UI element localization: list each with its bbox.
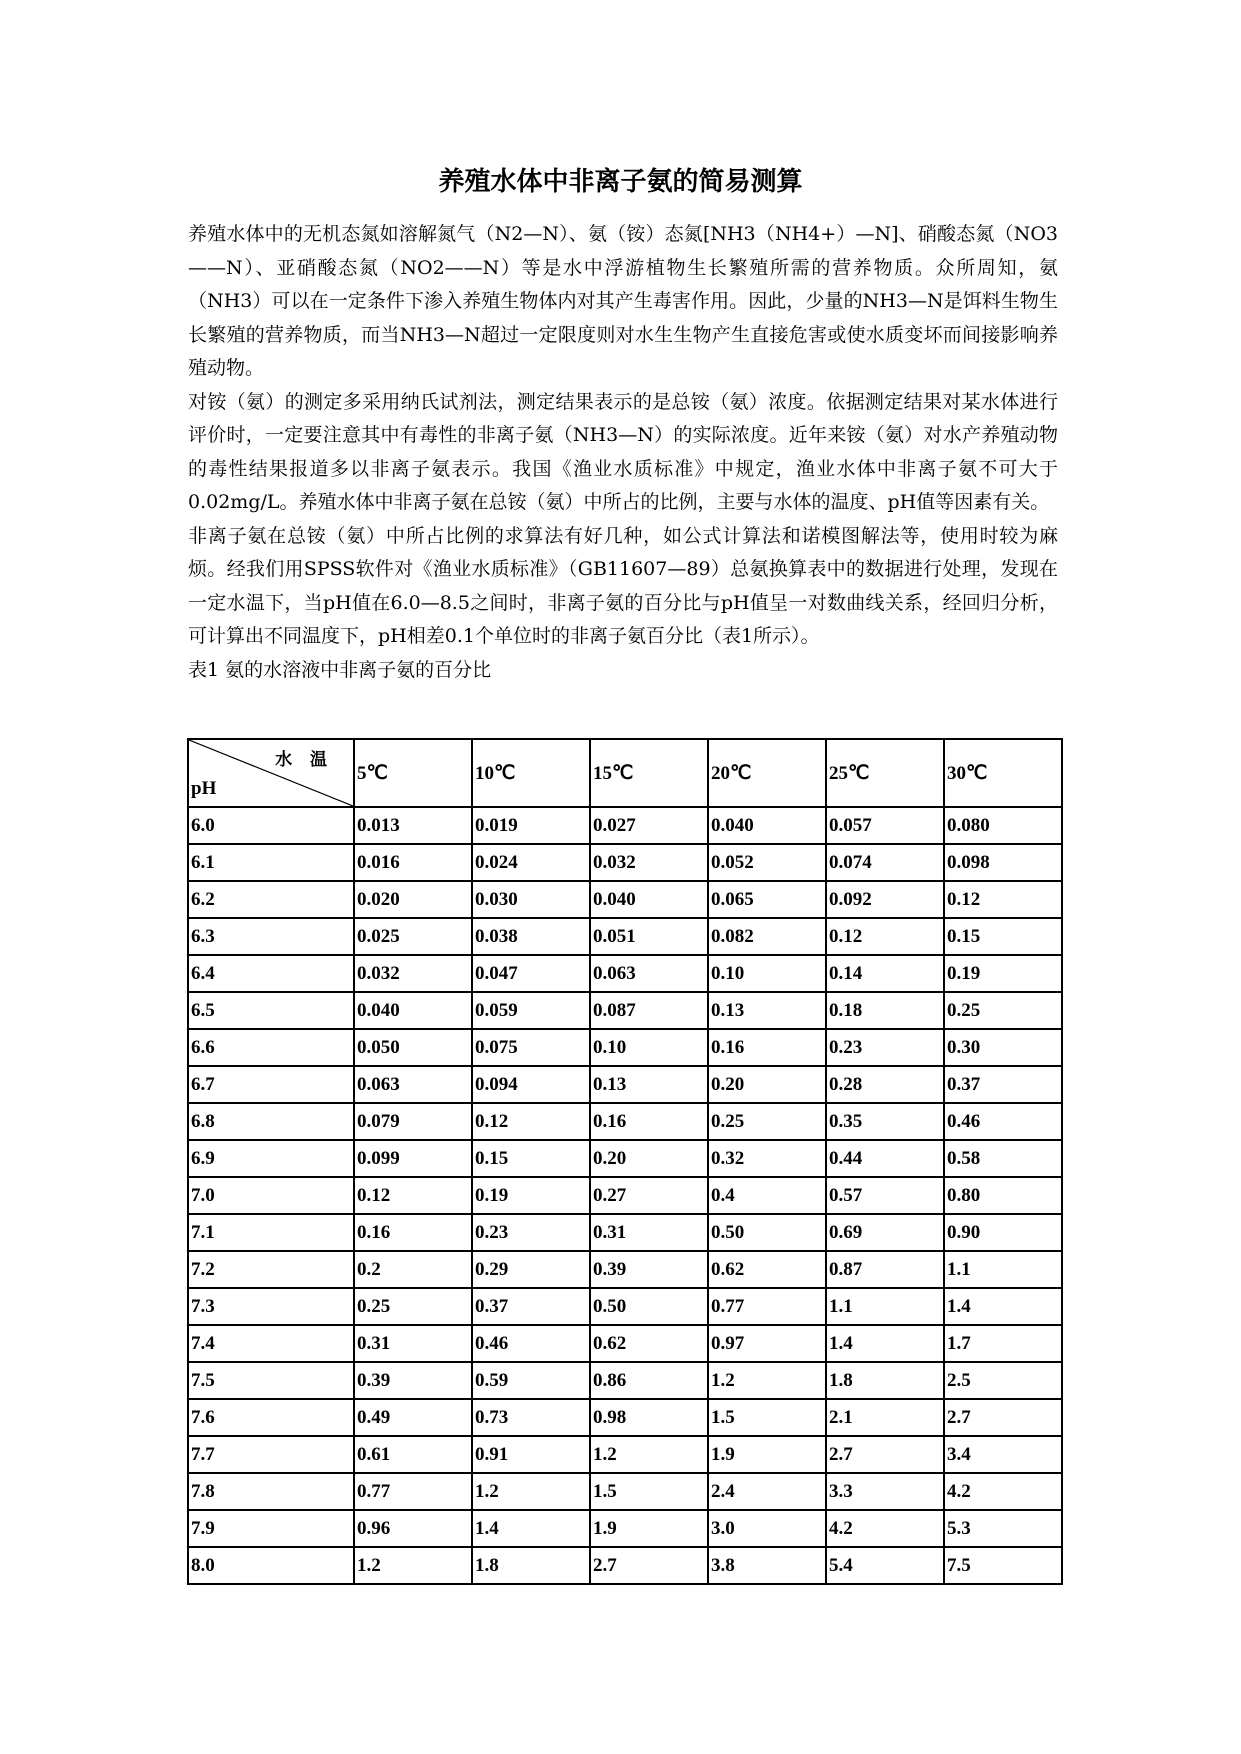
- table-row: [188, 955, 1062, 992]
- percentage-cell: 0.19: [472, 1177, 590, 1214]
- percentage-cell: 0.087: [590, 992, 708, 1029]
- ph-value-cell: 7.2: [188, 1251, 354, 1288]
- percentage-cell: 0.25: [354, 1288, 472, 1325]
- percentage-cell: 0.16: [708, 1029, 826, 1066]
- percentage-cell: 0.49: [354, 1399, 472, 1436]
- percentage-cell: 0.91: [472, 1436, 590, 1473]
- ph-value-cell: 7.6: [188, 1399, 354, 1436]
- percentage-cell: 0.075: [472, 1029, 590, 1066]
- percentage-cell: 3.4: [944, 1436, 1062, 1473]
- percentage-cell: 0.28: [826, 1066, 944, 1103]
- percentage-cell: 0.23: [472, 1214, 590, 1251]
- percentage-cell: 0.13: [708, 992, 826, 1029]
- percentage-cell: 0.59: [472, 1362, 590, 1399]
- ph-value-cell: 7.8: [188, 1473, 354, 1510]
- percentage-cell: 2.4: [708, 1473, 826, 1510]
- percentage-cell: 0.016: [354, 844, 472, 881]
- percentage-cell: 0.69: [826, 1214, 944, 1251]
- percentage-cell: 0.14: [826, 955, 944, 992]
- percentage-cell: 0.025: [354, 918, 472, 955]
- percentage-cell: 0.4: [708, 1177, 826, 1214]
- percentage-cell: 0.019: [472, 807, 590, 844]
- percentage-cell: 1.2: [708, 1362, 826, 1399]
- percentage-cell: 0.027: [590, 807, 708, 844]
- water-temperature-label: 水 温: [275, 750, 333, 770]
- percentage-cell: 0.23: [826, 1029, 944, 1066]
- percentage-cell: 2.7: [590, 1547, 708, 1584]
- temperature-header: 15℃: [590, 739, 708, 807]
- document-body: [188, 218, 1058, 687]
- ph-value-cell: 7.3: [188, 1288, 354, 1325]
- paragraph-method: 非离子氨在总铵（氨）中所占比例的求算法有好几种，如公式计算法和诺模图解法等，使用时较为麻烦。经我们用SPSS软件对《渔业水质标准》（GB11607—89）总氨换算表中的数据进行处理，发现在一定水温下，当pH值在6.0—8.5之间时，非离子氨的百分比与pH值呈一对数曲线关系，经回归分析，可计算出不同温度下，pH相差0.1个单位时的非离子氨百分比（表1所示）。: [188, 524, 1058, 647]
- percentage-cell: 0.16: [590, 1103, 708, 1140]
- table-row: [188, 1066, 1062, 1103]
- percentage-cell: 0.39: [590, 1251, 708, 1288]
- percentage-cell: 0.77: [708, 1288, 826, 1325]
- percentage-cell: 0.099: [354, 1140, 472, 1177]
- table-row: [188, 1362, 1062, 1399]
- table-row: [188, 1473, 1062, 1510]
- percentage-cell: 0.065: [708, 881, 826, 918]
- percentage-cell: 0.97: [708, 1325, 826, 1362]
- percentage-cell: 0.46: [944, 1103, 1062, 1140]
- percentage-cell: 0.038: [472, 918, 590, 955]
- table-row: [188, 1399, 1062, 1436]
- table-corner-cell: [188, 739, 354, 807]
- percentage-cell: 0.024: [472, 844, 590, 881]
- ph-value-cell: 6.6: [188, 1029, 354, 1066]
- ph-value-cell: 6.4: [188, 955, 354, 992]
- percentage-cell: 0.092: [826, 881, 944, 918]
- percentage-cell: 1.9: [590, 1510, 708, 1547]
- percentage-cell: 0.32: [708, 1140, 826, 1177]
- percentage-cell: 1.4: [944, 1288, 1062, 1325]
- percentage-cell: 0.27: [590, 1177, 708, 1214]
- table-row: [188, 1510, 1062, 1547]
- percentage-cell: 3.3: [826, 1473, 944, 1510]
- percentage-cell: 5.3: [944, 1510, 1062, 1547]
- percentage-cell: 0.25: [708, 1103, 826, 1140]
- table-row: [188, 992, 1062, 1029]
- percentage-cell: 0.50: [708, 1214, 826, 1251]
- percentage-cell: 0.032: [590, 844, 708, 881]
- percentage-cell: 2.7: [944, 1399, 1062, 1436]
- percentage-cell: 0.051: [590, 918, 708, 955]
- percentage-cell: 0.62: [590, 1325, 708, 1362]
- ph-value-cell: 7.4: [188, 1325, 354, 1362]
- percentage-cell: 1.4: [826, 1325, 944, 1362]
- table-caption: 表1 氨的水溶液中非离子氨的百分比: [188, 658, 492, 681]
- percentage-cell: 0.040: [590, 881, 708, 918]
- temperature-header: 25℃: [826, 739, 944, 807]
- percentage-cell: 0.80: [944, 1177, 1062, 1214]
- percentage-cell: 0.35: [826, 1103, 944, 1140]
- percentage-cell: 0.040: [708, 807, 826, 844]
- percentage-cell: 0.86: [590, 1362, 708, 1399]
- ph-value-cell: 6.9: [188, 1140, 354, 1177]
- table-row: [188, 1288, 1062, 1325]
- percentage-cell: 0.057: [826, 807, 944, 844]
- percentage-cell: 0.040: [354, 992, 472, 1029]
- percentage-cell: 1.8: [472, 1547, 590, 1584]
- percentage-cell: 0.87: [826, 1251, 944, 1288]
- percentage-cell: 0.030: [472, 881, 590, 918]
- percentage-cell: 0.074: [826, 844, 944, 881]
- ph-value-cell: 6.8: [188, 1103, 354, 1140]
- table-row: [188, 1140, 1062, 1177]
- temperature-header: 10℃: [472, 739, 590, 807]
- table-row: [188, 1251, 1062, 1288]
- percentage-cell: 1.5: [708, 1399, 826, 1436]
- percentage-cell: 0.90: [944, 1214, 1062, 1251]
- percentage-cell: 1.2: [354, 1547, 472, 1584]
- document-title: 养殖水体中非离子氨的简易测算: [438, 167, 803, 197]
- ph-value-cell: 7.1: [188, 1214, 354, 1251]
- percentage-cell: 0.052: [708, 844, 826, 881]
- percentage-cell: 1.8: [826, 1362, 944, 1399]
- percentage-cell: 1.2: [590, 1436, 708, 1473]
- percentage-cell: 0.46: [472, 1325, 590, 1362]
- percentage-cell: 0.44: [826, 1140, 944, 1177]
- ph-value-cell: 6.1: [188, 844, 354, 881]
- percentage-cell: 0.25: [944, 992, 1062, 1029]
- percentage-cell: 0.098: [944, 844, 1062, 881]
- percentage-cell: 0.094: [472, 1066, 590, 1103]
- percentage-cell: 3.8: [708, 1547, 826, 1584]
- percentage-cell: 0.61: [354, 1436, 472, 1473]
- temperature-header: 5℃: [354, 739, 472, 807]
- table-row: [188, 1029, 1062, 1066]
- percentage-cell: 0.15: [944, 918, 1062, 955]
- percentage-cell: 3.0: [708, 1510, 826, 1547]
- ph-value-cell: 8.0: [188, 1547, 354, 1584]
- table-row: [188, 1325, 1062, 1362]
- percentage-cell: 7.5: [944, 1547, 1062, 1584]
- percentage-cell: 0.58: [944, 1140, 1062, 1177]
- percentage-cell: 0.98: [590, 1399, 708, 1436]
- percentage-cell: 0.31: [590, 1214, 708, 1251]
- percentage-cell: 2.7: [826, 1436, 944, 1473]
- percentage-cell: 0.12: [354, 1177, 472, 1214]
- percentage-cell: 1.4: [472, 1510, 590, 1547]
- percentage-cell: 0.050: [354, 1029, 472, 1066]
- percentage-cell: 0.15: [472, 1140, 590, 1177]
- table-row: [188, 1103, 1062, 1140]
- temperature-header: 20℃: [708, 739, 826, 807]
- table-row: [188, 1177, 1062, 1214]
- percentage-cell: 4.2: [944, 1473, 1062, 1510]
- percentage-cell: 0.18: [826, 992, 944, 1029]
- table-header-row: [188, 739, 1062, 807]
- table-body: [188, 807, 1062, 1584]
- table-row: [188, 918, 1062, 955]
- paragraph-measurement: 对铵（氨）的测定多采用纳氏试剂法，测定结果表示的是总铵（氨）浓度。依据测定结果对某水体进行评价时，一定要注意其中有毒性的非离子氨（NH3—N）的实际浓度。近年来铵（氨）对水产养殖动物的毒性结果报道多以非离子氨表示。我国《渔业水质标准》中规定，渔业水体中非离子氨不可大于0.02mg/L。养殖水体中非离子氨在总铵（氨）中所占的比例，主要与水体的温度、pH值等因素有关。: [188, 390, 1058, 513]
- ph-value-cell: 7.0: [188, 1177, 354, 1214]
- percentage-cell: 0.020: [354, 881, 472, 918]
- percentage-cell: 1.2: [472, 1473, 590, 1510]
- percentage-cell: 0.080: [944, 807, 1062, 844]
- percentage-cell: 0.50: [590, 1288, 708, 1325]
- table-row: [188, 881, 1062, 918]
- ph-value-cell: 7.7: [188, 1436, 354, 1473]
- percentage-cell: 2.1: [826, 1399, 944, 1436]
- ph-value-cell: 6.0: [188, 807, 354, 844]
- paragraph-intro: 养殖水体中的无机态氮如溶解氮气（N2—N）、氨（铵）态氮[NH3（NH4+）—N]、硝酸态氮（NO3——N）、亚硝酸态氮（NO2——N）等是水中浮游植物生长繁殖所需的营养物质。众所周知，氨（NH3）可以在一定条件下渗入养殖生物体内对其产生毒害作用。因此，少量的NH3—N是饵料生物生长繁殖的营养物质，而当NH3—N超过一定限度则对水生生物产生直接危害或使水质变坏而间接影响养殖动物。: [188, 223, 1058, 379]
- percentage-cell: 0.032: [354, 955, 472, 992]
- percentage-cell: 0.079: [354, 1103, 472, 1140]
- percentage-cell: 4.2: [826, 1510, 944, 1547]
- table-row: [188, 1547, 1062, 1584]
- percentage-cell: 0.31: [354, 1325, 472, 1362]
- temperature-header: 30℃: [944, 739, 1062, 807]
- percentage-cell: 0.20: [708, 1066, 826, 1103]
- percentage-cell: 0.37: [944, 1066, 1062, 1103]
- percentage-cell: 1.5: [590, 1473, 708, 1510]
- percentage-cell: 0.19: [944, 955, 1062, 992]
- table-row: [188, 844, 1062, 881]
- percentage-cell: 0.12: [472, 1103, 590, 1140]
- percentage-cell: 0.10: [708, 955, 826, 992]
- ph-value-cell: 7.5: [188, 1362, 354, 1399]
- percentage-cell: 0.96: [354, 1510, 472, 1547]
- percentage-cell: 0.62: [708, 1251, 826, 1288]
- percentage-cell: 1.9: [708, 1436, 826, 1473]
- percentage-cell: 0.059: [472, 992, 590, 1029]
- percentage-cell: 0.30: [944, 1029, 1062, 1066]
- percentage-cell: 0.12: [944, 881, 1062, 918]
- percentage-cell: 0.57: [826, 1177, 944, 1214]
- percentage-cell: 0.063: [354, 1066, 472, 1103]
- percentage-cell: 0.12: [826, 918, 944, 955]
- table-row: [188, 807, 1062, 844]
- table-row: [188, 1436, 1062, 1473]
- percentage-cell: 0.77: [354, 1473, 472, 1510]
- ph-label: pH: [191, 778, 217, 799]
- percentage-cell: 0.082: [708, 918, 826, 955]
- percentage-cell: 0.16: [354, 1214, 472, 1251]
- ph-value-cell: 6.5: [188, 992, 354, 1029]
- ammonia-percentage-table: [187, 738, 1063, 1585]
- percentage-cell: 0.10: [590, 1029, 708, 1066]
- percentage-cell: 0.013: [354, 807, 472, 844]
- percentage-cell: 0.063: [590, 955, 708, 992]
- percentage-cell: 0.13: [590, 1066, 708, 1103]
- ph-value-cell: 6.2: [188, 881, 354, 918]
- percentage-cell: 0.29: [472, 1251, 590, 1288]
- ph-value-cell: 6.7: [188, 1066, 354, 1103]
- percentage-cell: 1.1: [944, 1251, 1062, 1288]
- percentage-cell: 5.4: [826, 1547, 944, 1584]
- ph-value-cell: 6.3: [188, 918, 354, 955]
- table-row: [188, 1214, 1062, 1251]
- percentage-cell: 0.20: [590, 1140, 708, 1177]
- percentage-cell: 1.1: [826, 1288, 944, 1325]
- percentage-cell: 0.73: [472, 1399, 590, 1436]
- ph-value-cell: 7.9: [188, 1510, 354, 1547]
- percentage-cell: 0.047: [472, 955, 590, 992]
- percentage-cell: 1.7: [944, 1325, 1062, 1362]
- percentage-cell: 0.39: [354, 1362, 472, 1399]
- percentage-cell: 2.5: [944, 1362, 1062, 1399]
- percentage-cell: 0.2: [354, 1251, 472, 1288]
- percentage-cell: 0.37: [472, 1288, 590, 1325]
